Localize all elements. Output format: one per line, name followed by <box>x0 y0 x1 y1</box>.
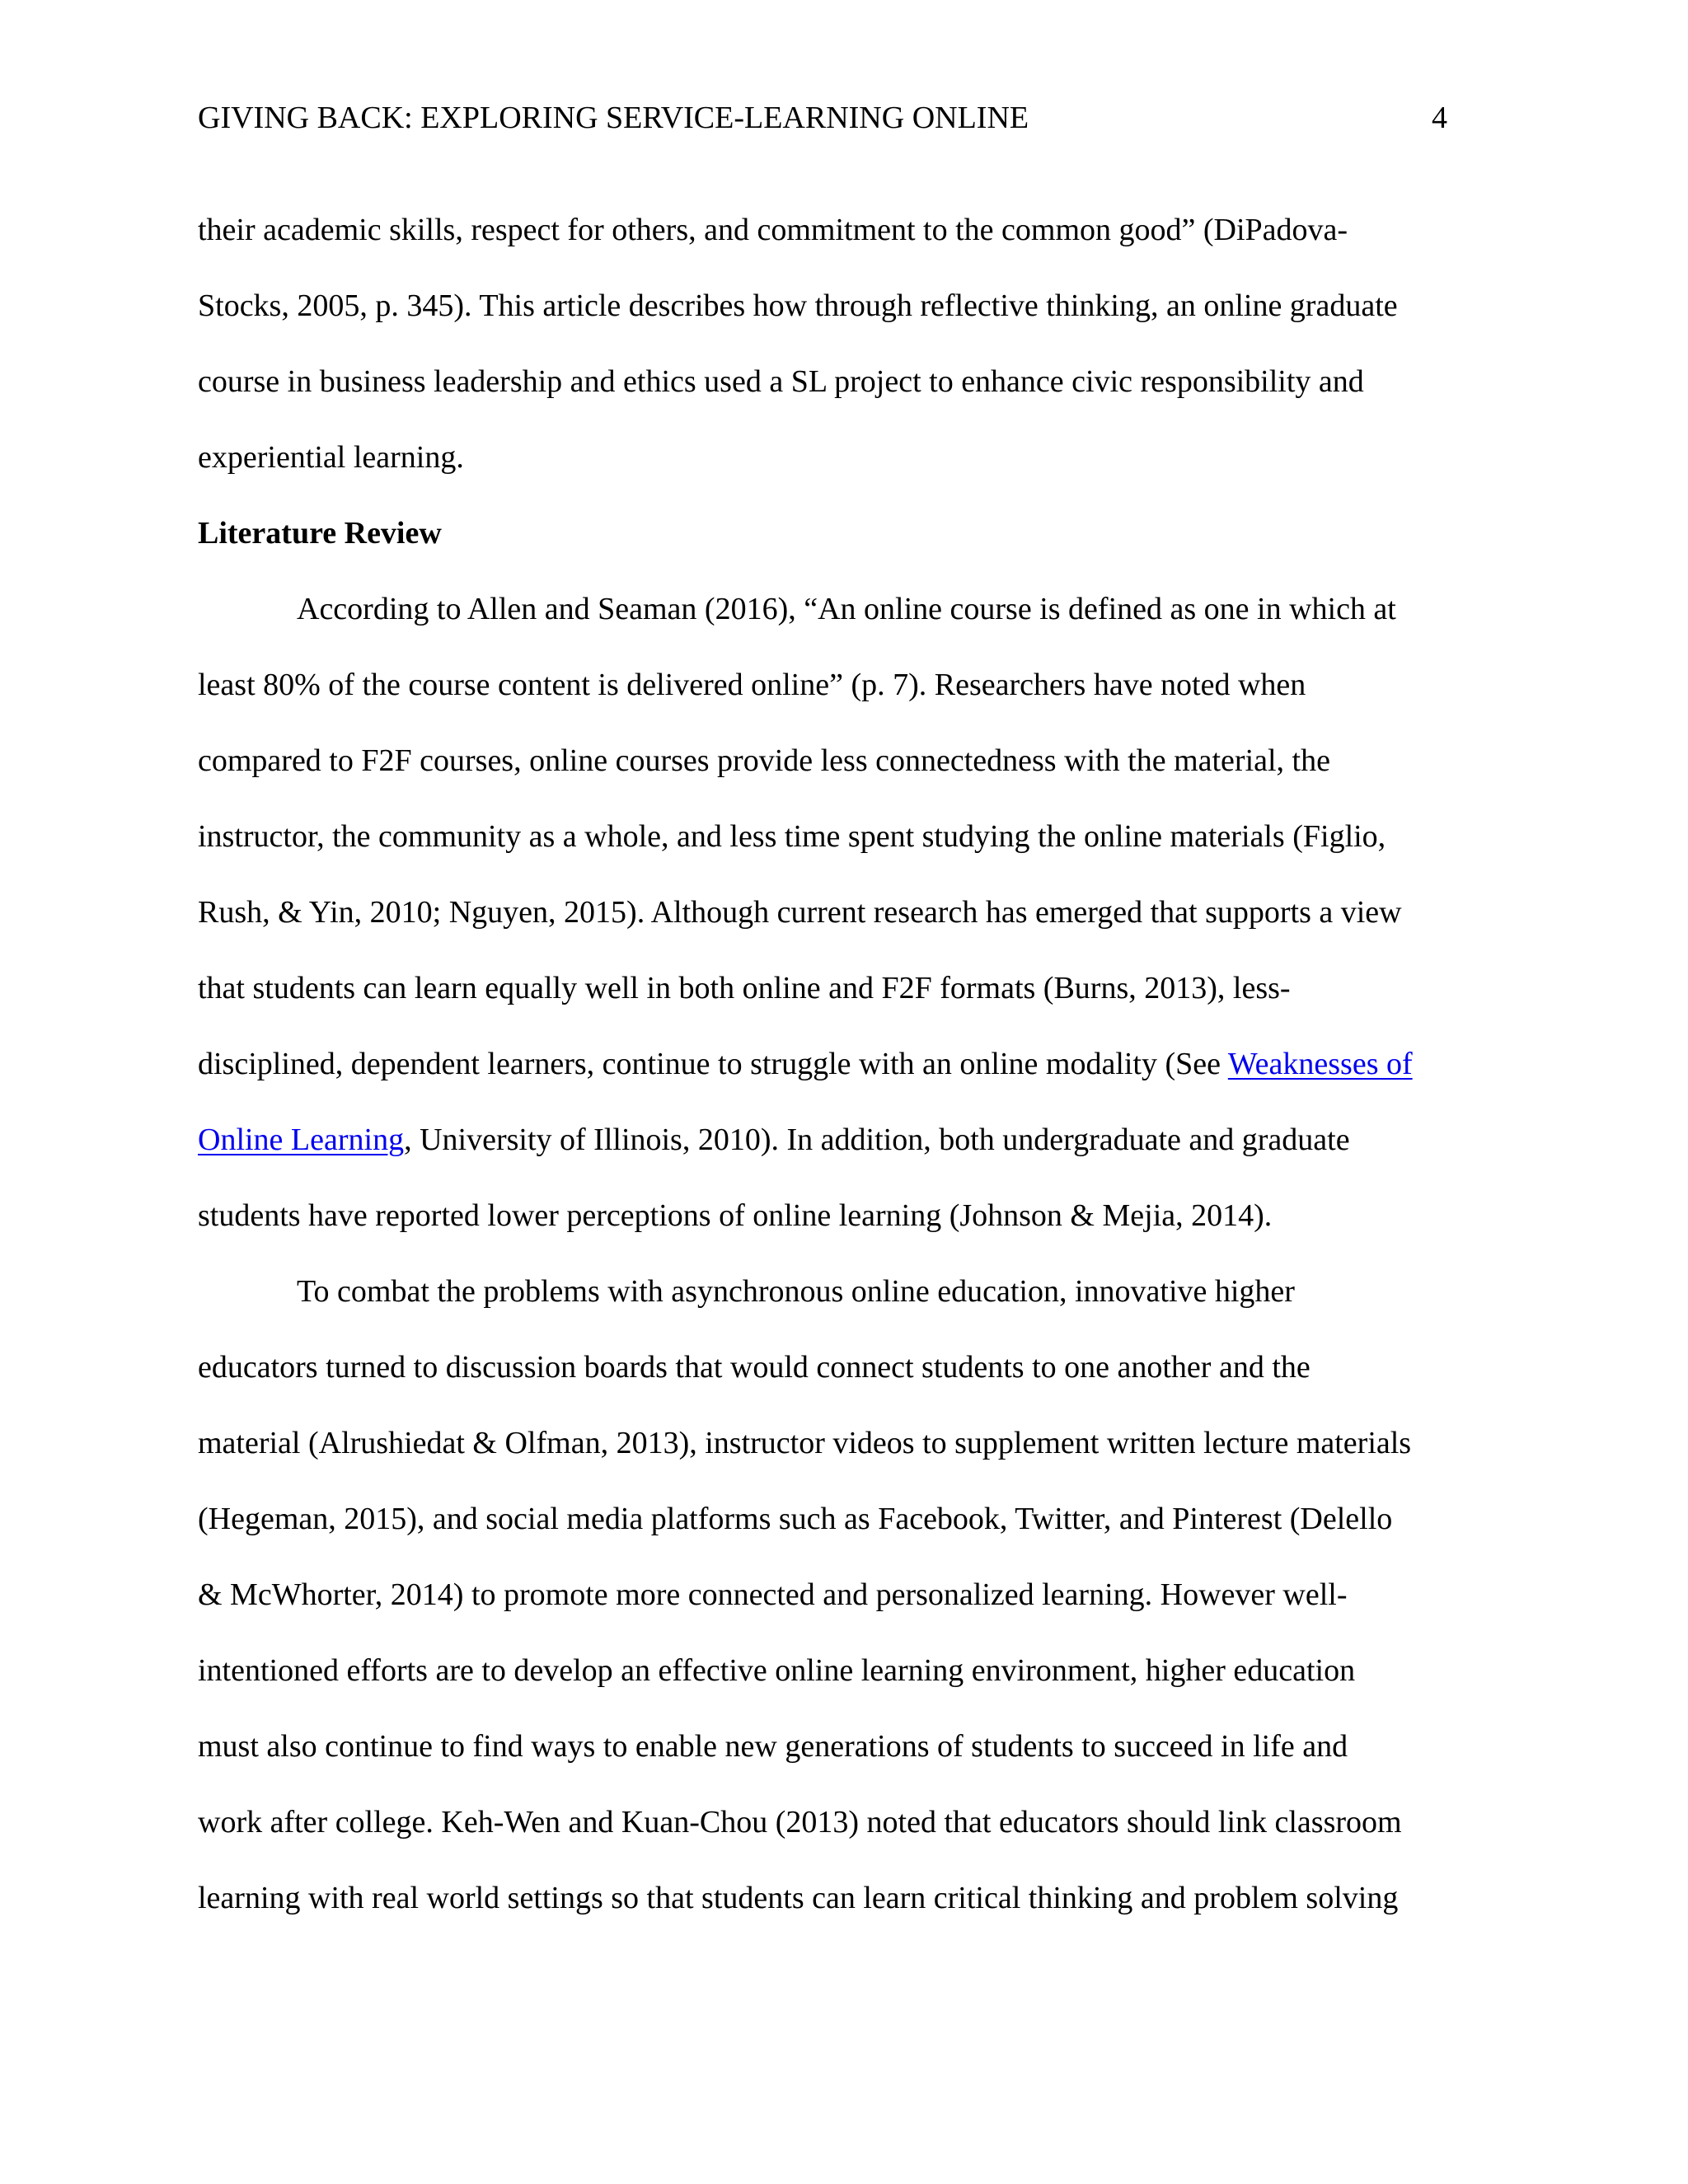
body-line: work after college. Keh-Wen and Kuan-Chou (2013) noted that educators should link classroom <box>198 1805 1402 1840</box>
body-line: that students can learn equally well in both online and F2F formats (Burns, 2013), less- <box>198 971 1291 1005</box>
body-line: experiential learning. <box>198 440 464 475</box>
body-line: their academic skills, respect for others, and commitment to the common good” (DiPadova- <box>198 213 1348 247</box>
body-line: educators turned to discussion boards that would connect students to one another and the <box>198 1350 1311 1385</box>
body-line: material (Alrushiedat & Olfman, 2013), instructor videos to supplement written lecture materials <box>198 1426 1412 1460</box>
running-head <box>198 97 1447 138</box>
page-number: 4 <box>1432 101 1447 135</box>
body-line: learning with real world settings so that students can learn critical thinking and problem solving <box>198 1881 1399 1915</box>
weaknesses-of-online-learning-link[interactable]: Weaknesses of <box>1227 1047 1413 1081</box>
body-line: compared to F2F courses, online courses provide less connectedness with the material, the <box>198 743 1330 778</box>
body-line: To combat the problems with asynchronous online education, innovative higher <box>297 1274 1295 1309</box>
body-line-with-link <box>198 1102 1484 1178</box>
section-heading-literature-review: Literature Review <box>198 516 442 551</box>
body-line: Rush, & Yin, 2010; Nguyen, 2015). Although current research has emerged that supports a view <box>198 895 1402 930</box>
body-line-text: disciplined, dependent learners, continue to struggle with an online modality (See <box>198 1047 1228 1081</box>
body-line: must also continue to find ways to enable new generations of students to succeed in life and <box>198 1729 1348 1764</box>
body-line-with-link <box>198 1026 1484 1102</box>
body-line: instructor, the community as a whole, and less time spent studying the online materials (Figlio, <box>198 819 1386 854</box>
weaknesses-of-online-learning-link-continued[interactable]: Online Learning <box>198 1122 405 1157</box>
body-line: intentioned efforts are to develop an effective online learning environment, higher education <box>198 1653 1356 1688</box>
body-line: least 80% of the course content is delivered online” (p. 7). Researchers have noted when <box>198 668 1306 702</box>
body-line: students have reported lower perceptions of online learning (Johnson & Mejia, 2014). <box>198 1198 1273 1233</box>
body-line: According to Allen and Seaman (2016), “An online course is defined as one in which at <box>297 592 1396 626</box>
body-text <box>198 192 1484 1936</box>
body-line: Stocks, 2005, p. 345). This article describes how through reflective thinking, an online graduate <box>198 288 1398 323</box>
body-line: & McWhorter, 2014) to promote more connected and personalized learning. However well- <box>198 1577 1348 1612</box>
body-line-text: , University of Illinois, 2010). In addition, both undergraduate and graduate <box>404 1122 1350 1157</box>
body-line: (Hegeman, 2015), and social media platforms such as Facebook, Twitter, and Pinterest (Delello <box>198 1502 1393 1536</box>
running-head-title: GIVING BACK: EXPLORING SERVICE-LEARNING ONLINE <box>198 101 1029 135</box>
body-line: course in business leadership and ethics used a SL project to enhance civic responsibility and <box>198 364 1364 399</box>
